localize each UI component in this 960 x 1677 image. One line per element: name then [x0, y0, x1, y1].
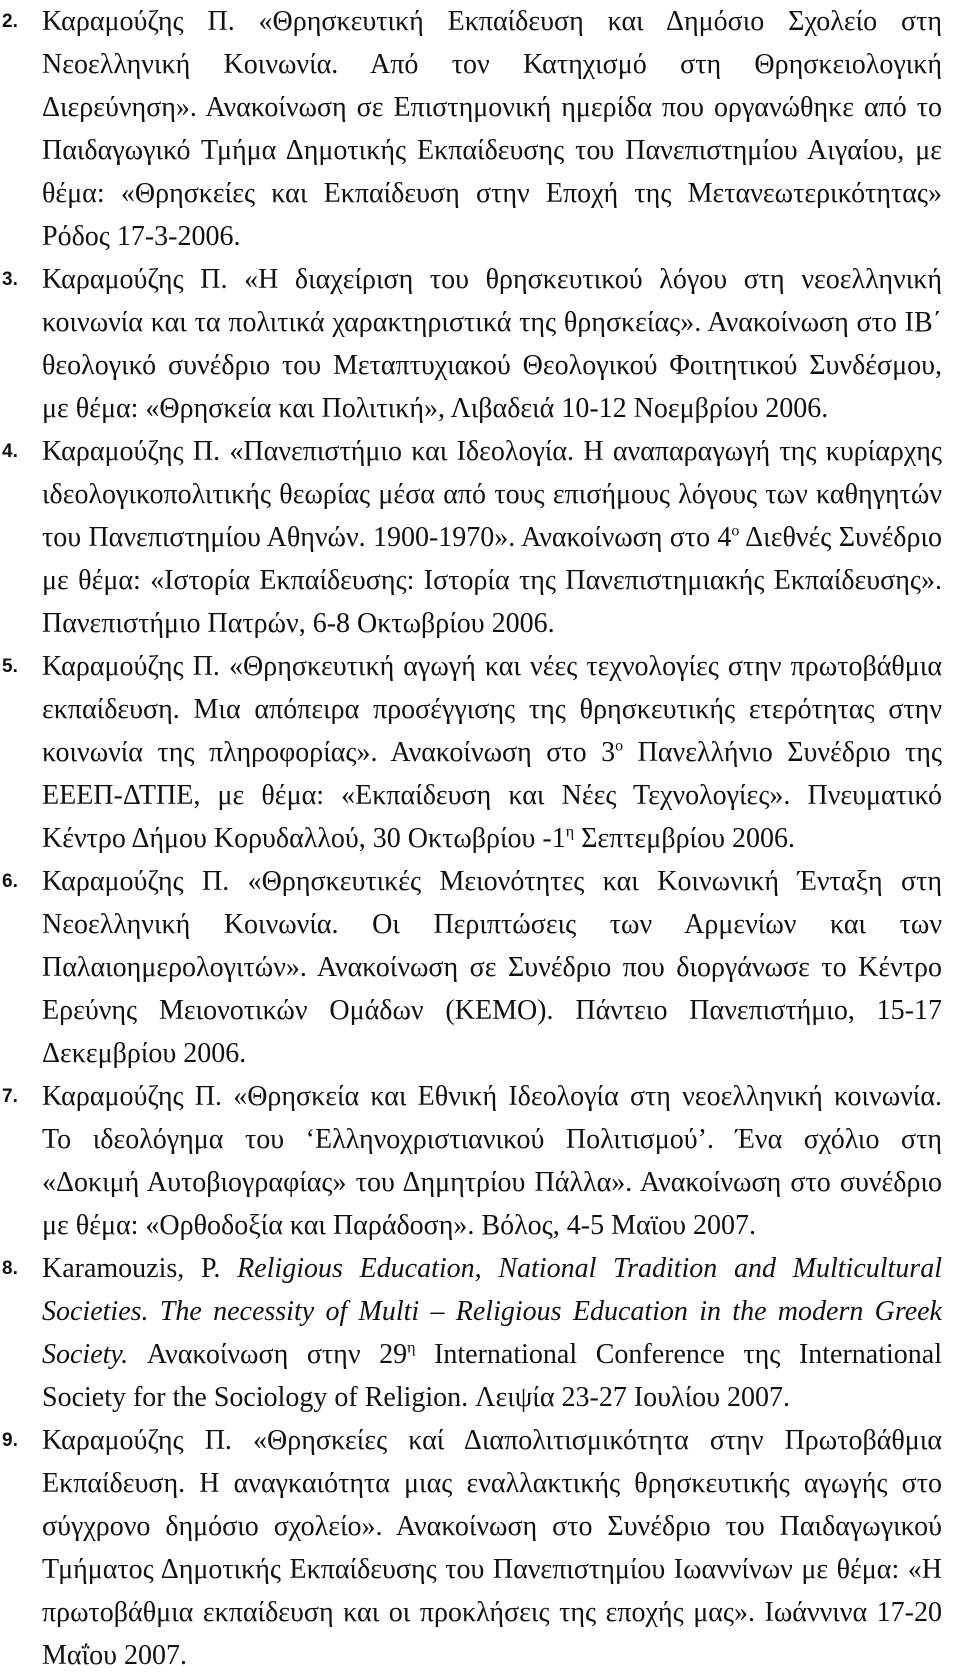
ordinal-superscript: ο [615, 737, 624, 755]
ordinal-superscript: η [565, 823, 575, 841]
item-number: 6. [2, 871, 18, 892]
item-number: 3. [2, 269, 18, 290]
item-text-part: Καραμούζης Π. «Πανεπιστήμιο και Ιδεολογία. Η αναπαραγωγή της κυρίαρχης ιδεολογικοπολιτικής θεωρίας μέσα από τους επισήμους λόγους των καθηγητών του Πανεπιστημίου Αθηνών. 1900-1970». Ανακοίνωση στο 4 [42, 436, 942, 553]
list-item [0, 1419, 960, 1677]
item-title-italic: Religious Education, National Tradition and Multicultural Societies. The necessity of Multi – Religious Education in the modern Greek Society. [42, 1253, 942, 1370]
item-text: Καραμούζης Π. «Θρησκευτική Εκπαίδευση και Δημόσιο Σχολείο στη Νεοελληνική Κοινωνία. Από τον Κατηχισμό στη Θρησκειολογική Διερεύνηση». Ανακοίνωση σε Επιστημονική ημερίδα που οργανώθηκε από το Παιδαγωγικό Τμήμα Δημοτικής Εκπαίδευσης του Πανεπιστημίου Αιγαίου, με θέμα: «Θρησκείες και Εκπαίδευση στην Εποχή της Μετανεωτερικότητας» Ρόδος 17-3-2006. [42, 6, 942, 252]
list-item [0, 860, 960, 1075]
item-text-part: Σεπτεμβρίου 2006. [574, 823, 795, 854]
item-text-part: Καραμούζης Π. «Θρησκευτική αγωγή και νέες τεχνολογίες στην πρωτοβάθμια εκπαίδευση. Μια απόπειρα προσέγγισης της θρησκευτικής ετερότητας στην κοινωνία της πληροφορίας». Ανακοίνωση στο 3 [42, 651, 942, 768]
item-text [42, 1247, 942, 1419]
item-text: Καραμούζης Π. «Η διαχείριση του θρησκευτικού λόγου στη νεοελληνική κοινωνία και τα πολιτικά χαρακτηριστικά της θρησκείας». Ανακοίνωση στο ΙΒ΄ θεολογικό συνέδριο του Μεταπτυχιακού Θεολογικού Φοιτητικού Συνδέσμου, με θέμα: «Θρησκεία και Πολιτική», Λιβαδειά 10-12 Νοεμβρίου 2006. [42, 264, 942, 424]
list-item [0, 1247, 960, 1419]
item-number: 8. [2, 1258, 18, 1279]
item-number: 5. [2, 656, 18, 677]
item-text [42, 645, 942, 860]
item-text: Καραμούζης Π. «Θρησκευτικές Μειονότητες και Κοινωνική Ένταξη στη Νεοελληνική Κοινωνία. Οι Περιπτώσεις των Αρμενίων και των Παλαιοημερολογιτών». Ανακοίνωση σε Συνέδριο που διοργάνωσε το Κέντρο Ερεύνης Μειονοτικών Ομάδων (ΚΕΜΟ). Πάντειο Πανεπιστήμιο, 15-17 Δεκεμβρίου 2006. [42, 866, 942, 1069]
ordinal-superscript: ο [731, 522, 740, 540]
item-number: 9. [2, 1430, 18, 1451]
list-item [0, 0, 960, 258]
item-text-part: International Conference της International Society for the Sociology of Religion. Λειψία 23-27 Ιουλίου 2007. [42, 1339, 942, 1413]
item-author: Karamouzis, P. [42, 1253, 238, 1284]
list-item [0, 645, 960, 860]
item-number: 2. [2, 11, 18, 32]
list-item [0, 430, 960, 645]
item-text-part: Διεθνές Συνέδριο με θέμα: «Ιστορία Εκπαίδευσης: Ιστορία της Πανεπιστημιακής Εκπαίδευσης». Πανεπιστήμιο Πατρών, 6-8 Οκτωβρίου 2006. [42, 522, 942, 639]
list-item [0, 258, 960, 430]
item-number: 4. [2, 441, 18, 462]
item-text: Καραμούζης Π. «Θρησκεία και Εθνική Ιδεολογία στη νεοελληνική κοινωνία. Το ιδεολόγημα του ‘Ελληνοχριστιανικού Πολιτισμού’. Ένα σχόλιο στη «Δοκιμή Αυτοβιογραφίας» του Δημητρίου Πάλλα». Ανακοίνωση στο συνέδριο με θέμα: «Ορθοδοξία και Παράδοση». Βόλος, 4-5 Μαϊου 2007. [42, 1081, 942, 1241]
item-text-part: Πανελλήνιο Συνέδριο της ΕΕΕΠ-ΔΤΠΕ, με θέμα: «Εκπαίδευση και Νέες Τεχνολογίες». Πνευματικό Κέντρο Δήμου Κορυδαλλού, 30 Οκτωβρίου -1 [42, 737, 942, 854]
ordinal-superscript: η [407, 1339, 416, 1357]
item-text: Καραμούζης Π. «Θρησκείες καί Διαπολιτισμικότητα στην Πρωτοβάθμια Εκπαίδευση. Η αναγκαιότητα μιας εναλλακτικής θρησκευτικής αγωγής στο σύγχρονο δημόσιο σχολείο». Ανακοίνωση στο Συνέδριο του Παιδαγωγικού Τμήματος Δημοτικής Εκπαίδευσης του Πανεπιστημίου Ιωαννίνων με θέμα: «Η πρωτοβάθμια εκπαίδευση και οι προκλήσεις της εποχής μας». Ιωάννινα 17-20 Μαΐου 2007. [42, 1425, 942, 1671]
item-number: 7. [2, 1086, 18, 1107]
list-item [0, 1075, 960, 1247]
item-text [42, 430, 942, 645]
item-text-part: Ανακοίνωση στην 29 [128, 1339, 408, 1370]
